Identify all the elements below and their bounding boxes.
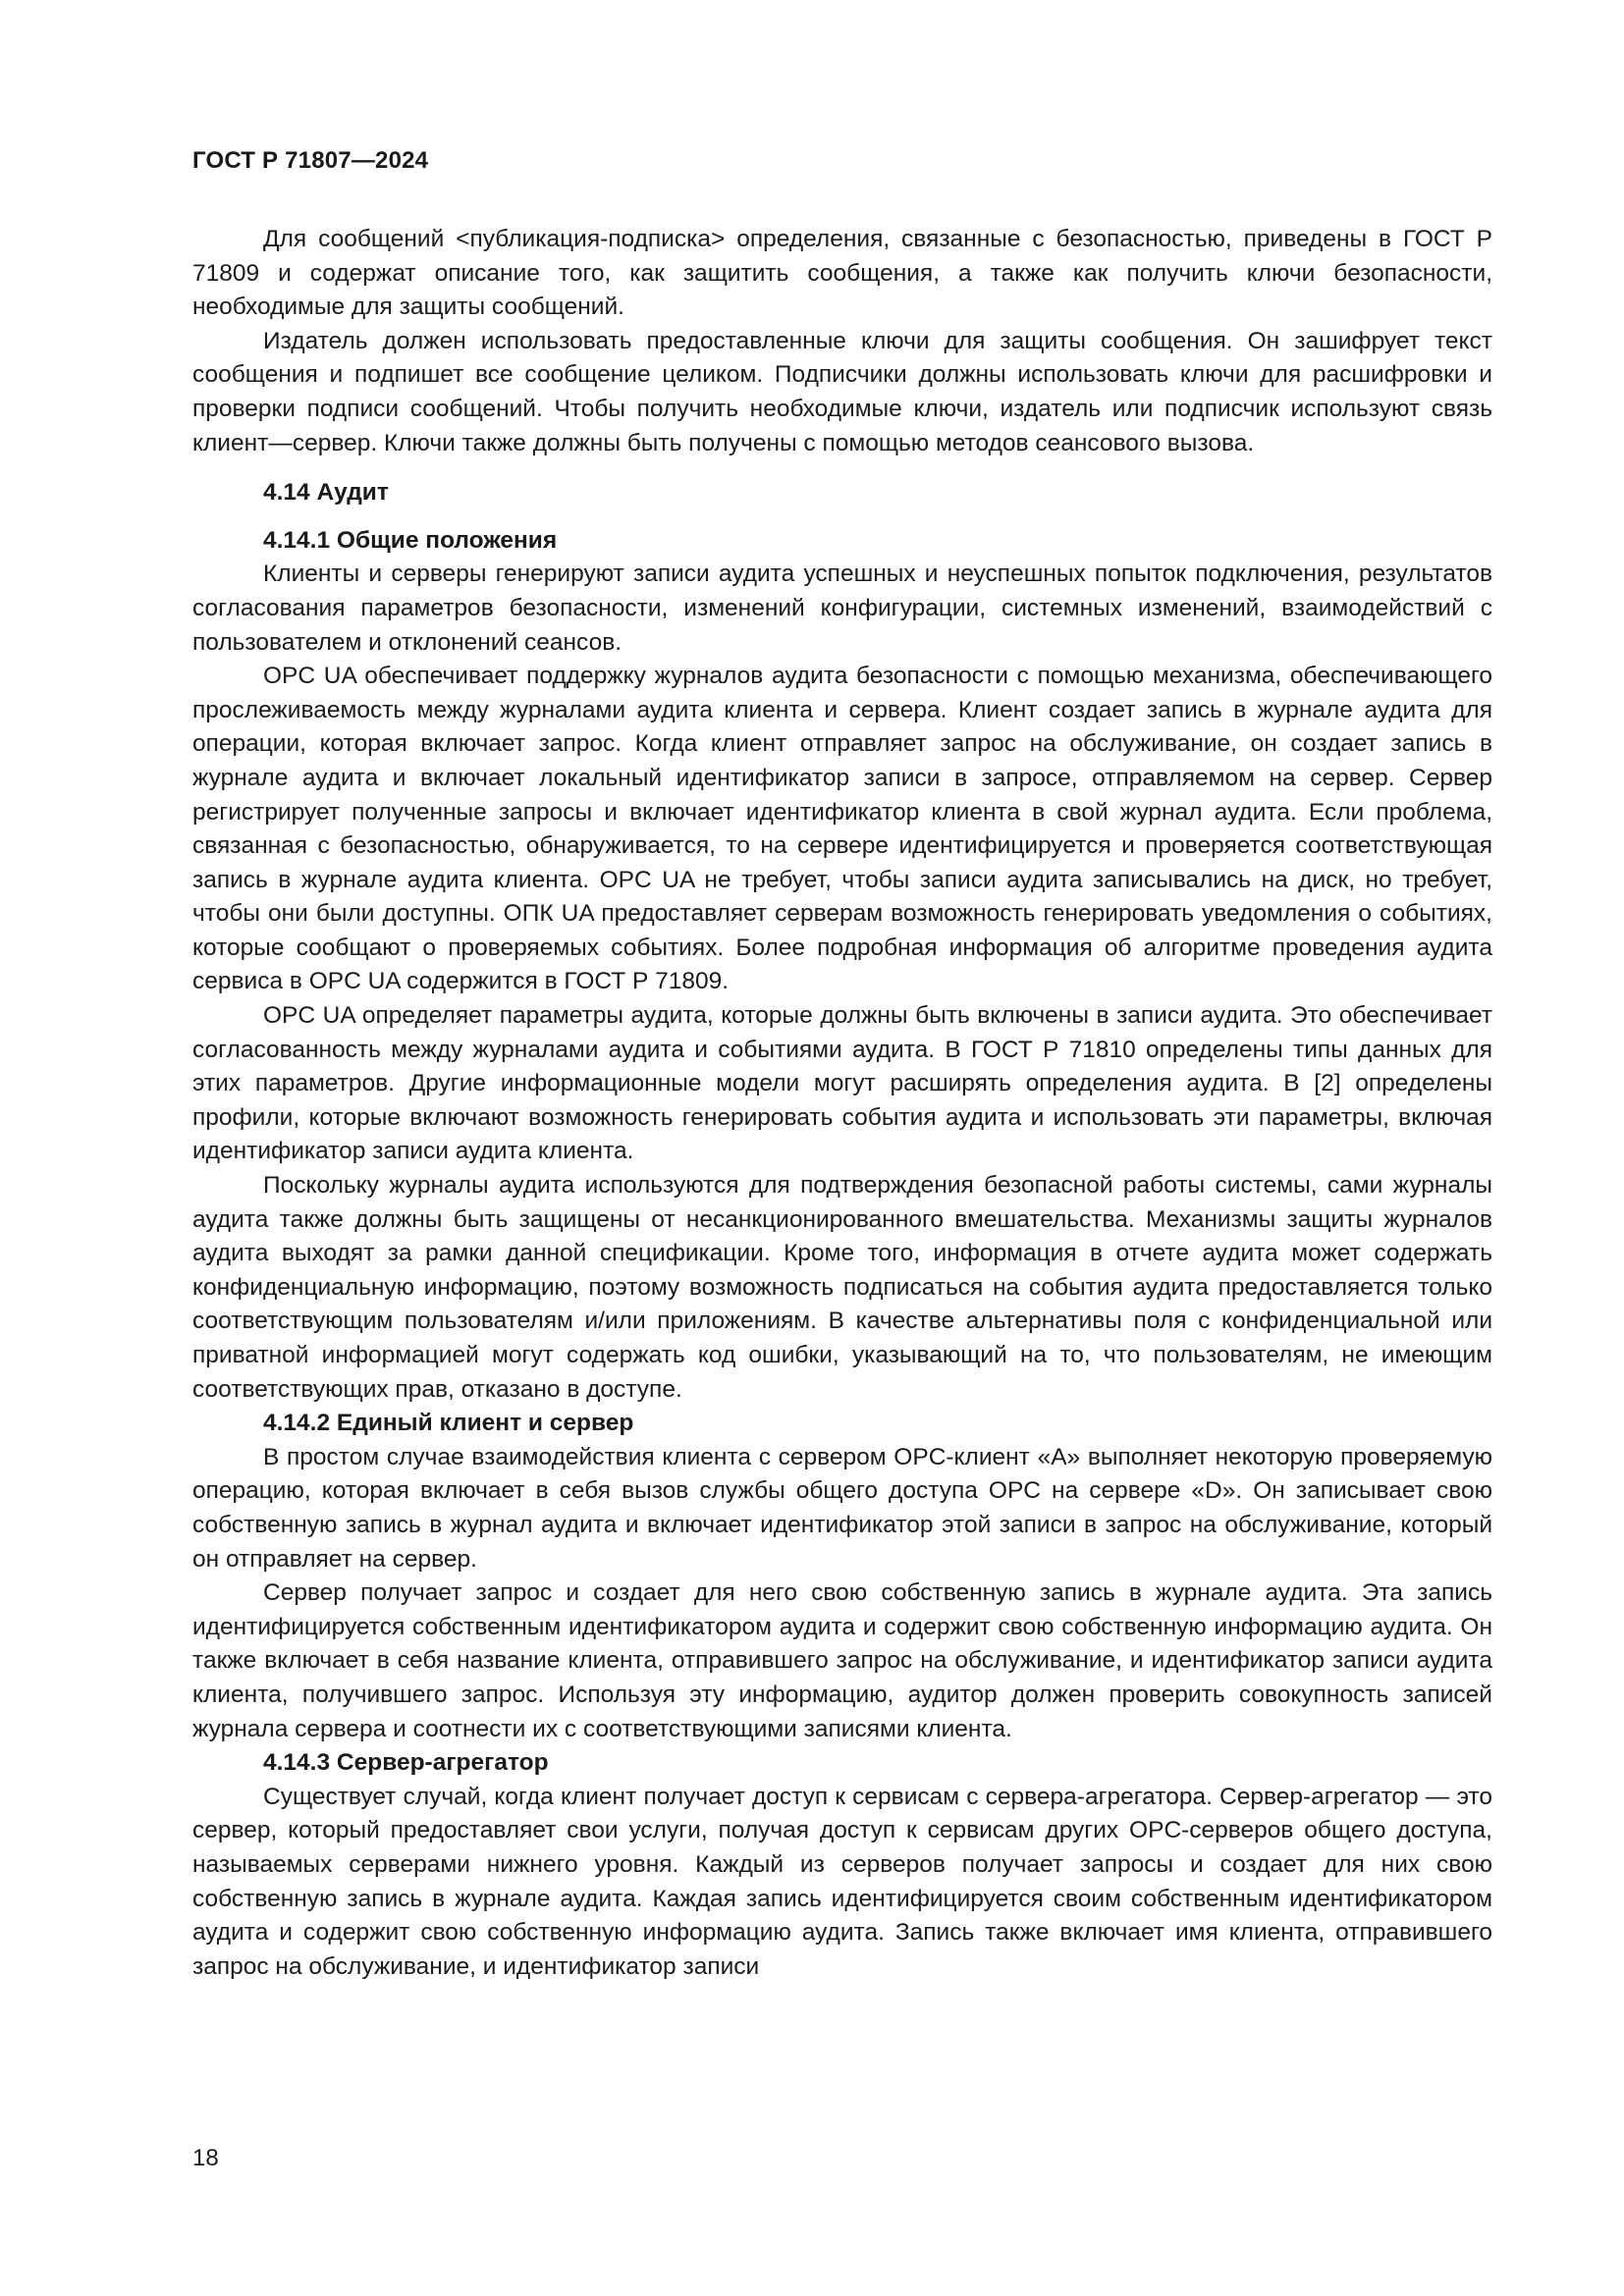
subsection-heading-4-14-2: 4.14.2 Единый клиент и сервер [263, 1410, 634, 1437]
paragraph: Издатель должен использовать предоставленные ключи для защиты сообщения. Он зашифрует текст сообщения и подпишет все сообщение целиком. Подписчики должны использовать ключи для расшифровки и проверки подписи сообщений. Чтобы получить необходимые ключи, издатель или подписчик используют связь клиент—сервер. Ключи также должны быть получены с помощью методов сеансового вызова. [192, 327, 1492, 456]
document-header: ГОСТ Р 71807—2024 [192, 147, 429, 174]
paragraph: В простом случае взаимодействия клиента с сервером OPC-клиент «А» выполняет некоторую проверяемую операцию, которая включает в себя вызов службы общего доступа OPC на сервере «D». Он записывает свою собственную запись в журнал аудита и включает идентификатор этой записи в запрос на обслуживание, который он отправляет на сервер. [192, 1443, 1492, 1573]
subsection-heading-4-14-1: 4.14.1 Общие положения [263, 526, 558, 554]
section-heading-4-14: 4.14 Аудит [263, 479, 389, 507]
paragraph: Существует случай, когда клиент получает доступ к сервисам с сервера-агрегатора. Сервер-агрегатор — это сервер, который предоставляет свои услуги, получая доступ к сервисам других OPC-серверов общего доступа, называемых серверами нижнего уровня. Каждый из серверов получает запросы и создает для них свою собственную запись в журнале аудита. Каждая запись идентифицируется своим собственным идентификатором аудита и содержит свою собственную информацию аудита. Запись также включает имя клиента, отправившего запрос на обслуживание, и идентификатор записи [192, 1783, 1492, 1980]
document-body [192, 223, 1492, 1984]
subsection-heading-4-14-3: 4.14.3 Сервер-агрегатор [263, 1749, 549, 1777]
paragraph: Сервер получает запрос и создает для него свою собственную запись в журнале аудита. Эта запись идентифицируется собственным идентификатором аудита и содержит свою собственную информацию аудита. Он также включает в себя название клиента, отправившего запрос на обслуживание, и идентификатор записи аудита клиента, получившего запрос. Используя эту информацию, аудитор должен проверить совокупность записей журнала сервера и соотнести их с соответствующими записями клиента. [192, 1579, 1492, 1742]
paragraph: Клиенты и серверы генерируют записи аудита успешных и неуспешных попыток подключения, результатов согласования параметров безопасности, изменений конфигурации, системных изменений, взаимодействий с пользователем и отклонений сеансов. [192, 561, 1492, 656]
page-number: 18 [192, 2145, 219, 2171]
paragraph: OPC UA определяет параметры аудита, которые должны быть включены в записи аудита. Это обеспечивает согласованность между журналами аудита и событиями аудита. В ГОСТ Р 71810 определены типы данных для этих параметров. Другие информационные модели могут расширять определения аудита. В [2] определены профили, которые включают возможность генерировать события аудита и использовать эти параметры, включая идентификатор записи аудита клиента. [192, 1002, 1492, 1165]
paragraph: Поскольку журналы аудита используются для подтверждения безопасной работы системы, сами журналы аудита также должны быть защищены от несанкционированного вмешательства. Механизмы защиты журналов аудита выходят за рамки данной спецификации. Кроме того, информация в отчете аудита может содержать конфиденциальную информацию, поэтому возможность подписаться на события аудита предоставляется только соответствующим пользователям и/или приложениям. В качестве альтернативы поля с конфиденциальной или приватной информацией могут содержать код ошибки, указывающий на то, что пользователям, не имеющим соответствующих прав, отказано в доступе. [192, 1172, 1492, 1403]
paragraph: Для сообщений <публикация-подписка> определения, связанные с безопасностью, приведены в ГОСТ Р 71809 и содержат описание того, как защитить сообщения, а также как получить ключи безопасности, необходимые для защиты сообщений. [192, 226, 1492, 321]
paragraph: OPC UA обеспечивает поддержку журналов аудита безопасности с помощью механизма, обеспечивающего прослеживаемость между журналами аудита клиента и сервера. Клиент создает запись в журнале аудита для операции, которая включает запрос. Когда клиент отправляет запрос на обслуживание, он создает запись в журнале аудита и включает локальный идентификатор записи в запросе, отправляемом на сервер. Сервер регистрирует полученные запросы и включает идентификатор клиента в свой журнал аудита. Если проблема, связанная с безопасностью, обнаруживается, то на сервере идентифицируется и проверяется соответствующая запись в журнале аудита клиента. OPC UA не требует, чтобы записи аудита записывались на диск, но требует, чтобы они были доступны. ОПК UA предоставляет серверам возможность генерировать уведомления о событиях, которые сообщают о проверяемых событиях. Более подробная информация об алгоритме проведения аудита сервиса в OPC UA содержится в ГОСТ Р 71809. [192, 663, 1492, 995]
